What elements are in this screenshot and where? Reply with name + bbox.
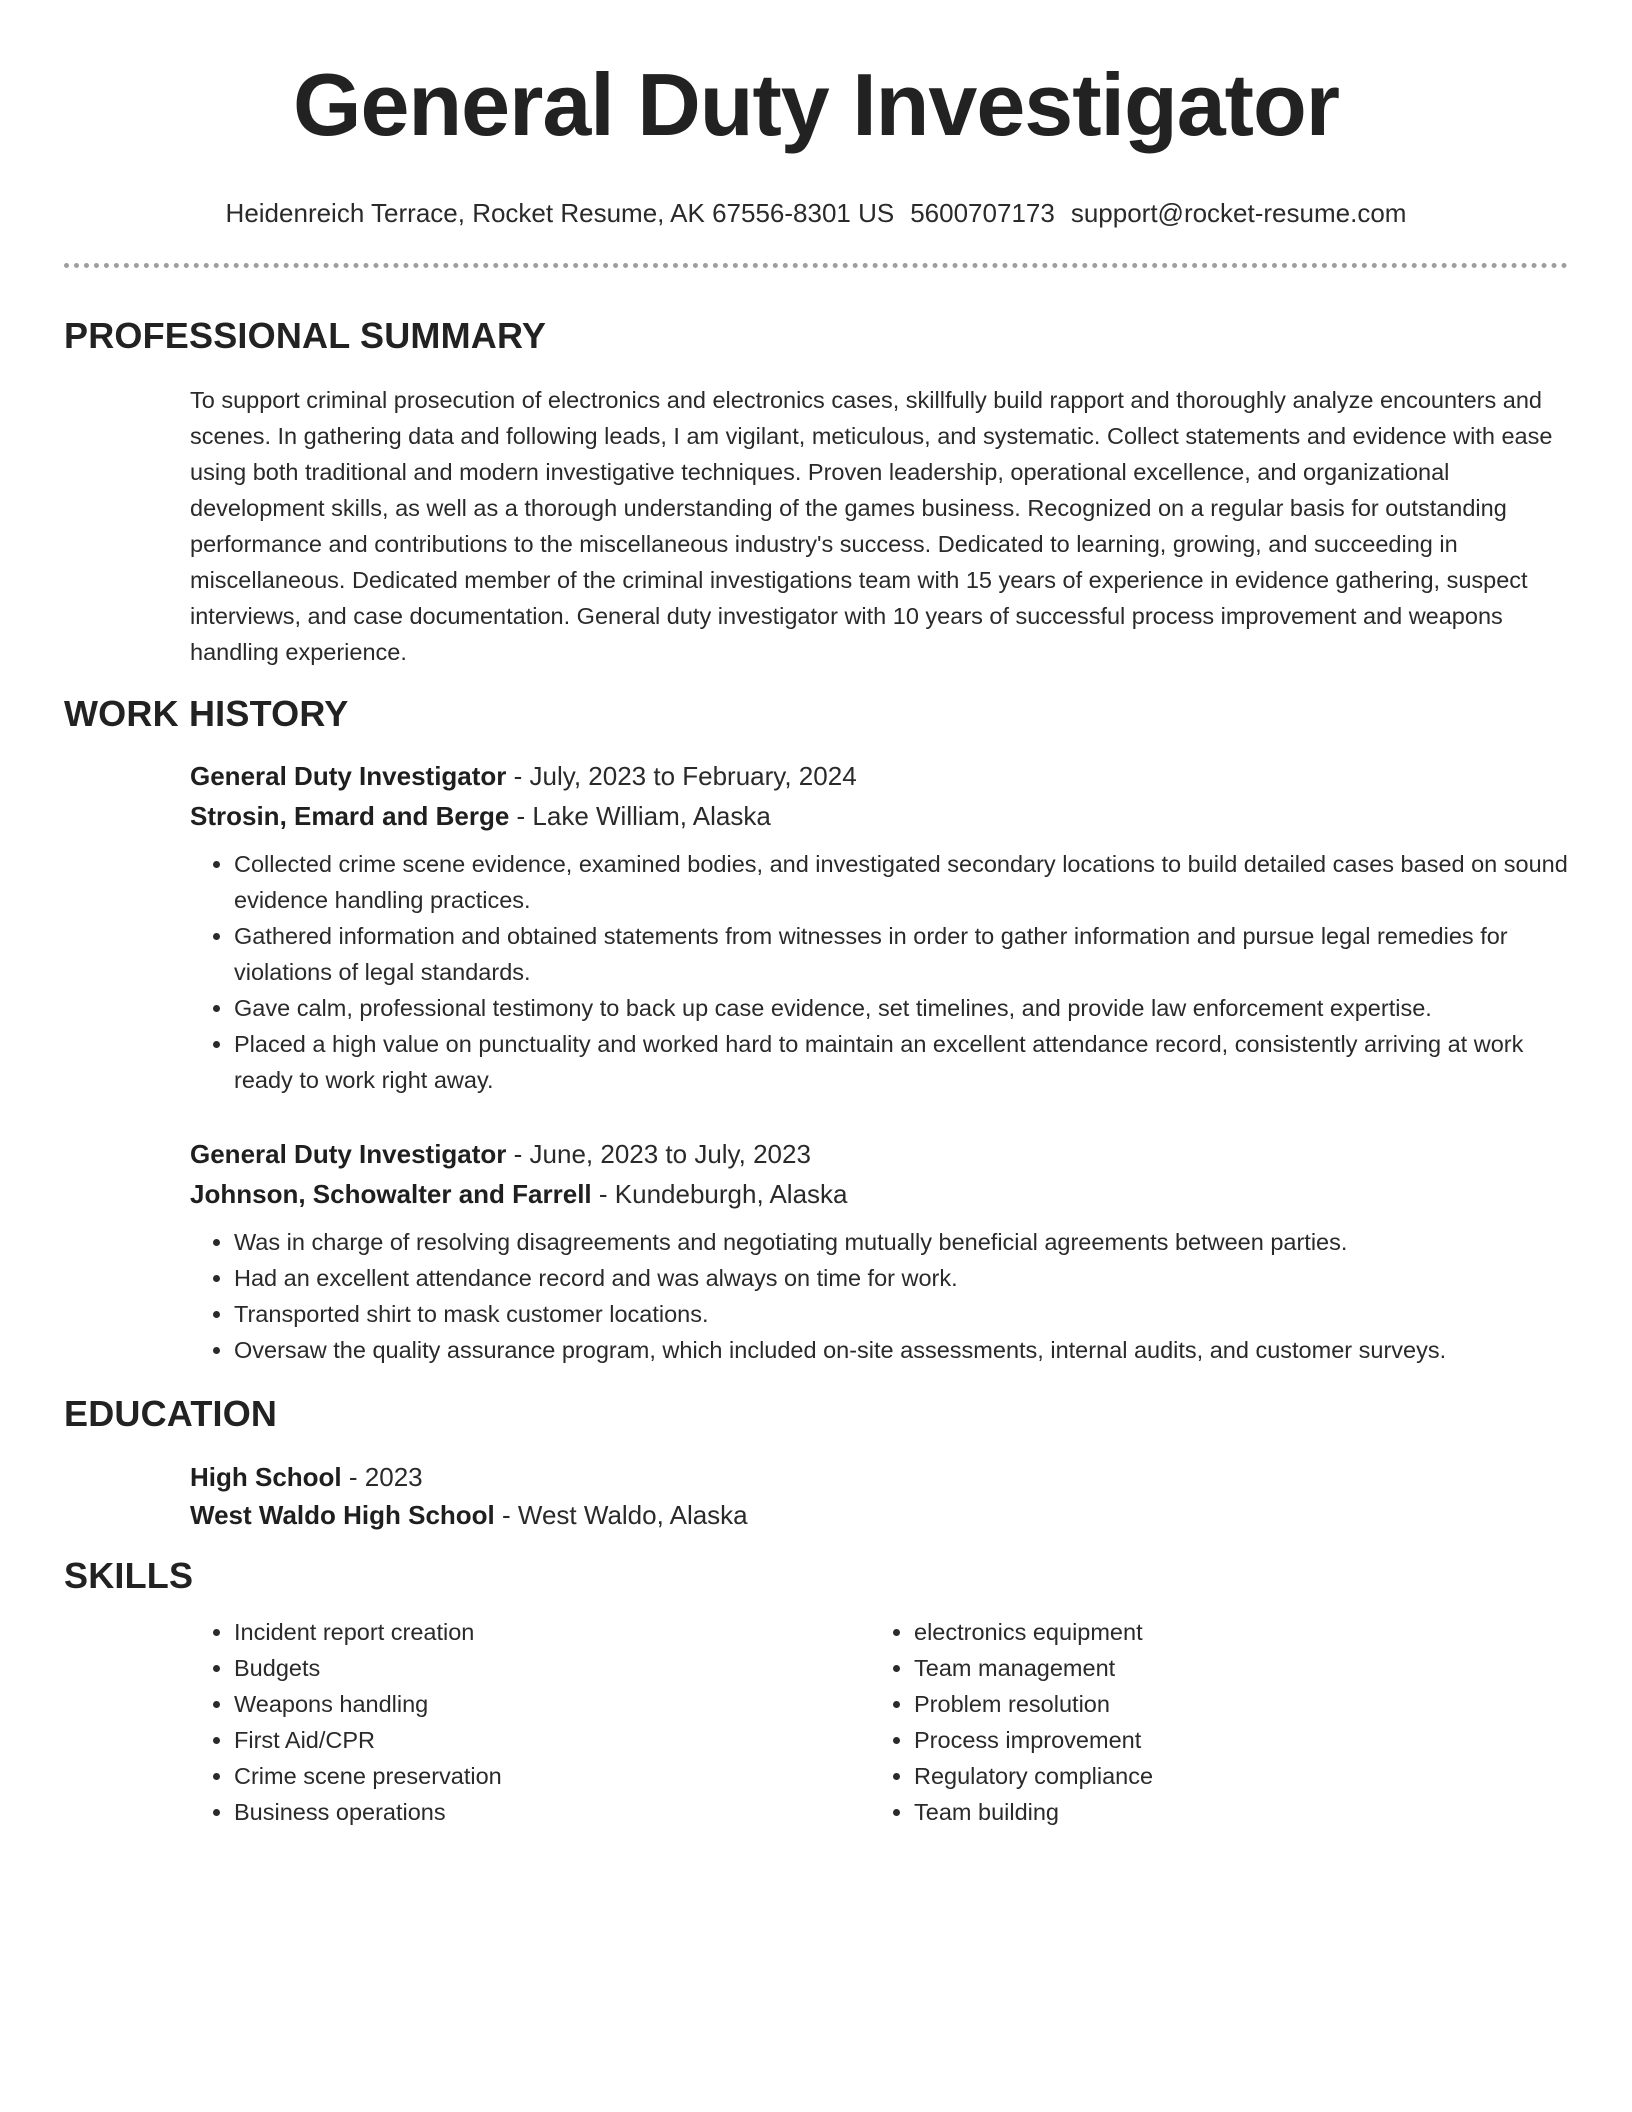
skill-item: • Budgets bbox=[234, 1650, 870, 1686]
education-school: West Waldo High School bbox=[190, 1500, 495, 1530]
education-degree: High School bbox=[190, 1462, 342, 1492]
skill-item: • Weapons handling bbox=[234, 1686, 870, 1722]
job-title-line bbox=[190, 1134, 1568, 1174]
job-company-line bbox=[190, 1174, 1568, 1214]
skill-item: • Incident report creation bbox=[234, 1614, 870, 1650]
job-bullets bbox=[190, 846, 1568, 1098]
summary-text: To support criminal prosecution of electronics and electronics cases, skillfully build rapport and thoroughly analyze encounters and scenes. In gathering data and following leads, I am vigilant, meticulous, and systematic. Collect statements and evidence with ease using both traditional and modern investigative techniques. Proven leadership, operational excellence, and organizational development skills, as well as a thorough understanding of the games business. Recognized on a regular basis for outstanding performance and contributions to the miscellaneous industry's success. Dedicated to learning, growing, and succeeding in miscellaneous. Dedicated member of the criminal investigations team with 15 years of experience in evidence gathering, suspect interviews, and case documentation. General duty investigator with 10 years of successful process improvement and weapons handling experience. bbox=[190, 387, 1553, 665]
education-entry bbox=[190, 1458, 1568, 1534]
education-school-line bbox=[190, 1496, 1568, 1534]
contact-address: Heidenreich Terrace, Rocket Resume, AK 67556-8301 US bbox=[225, 198, 895, 228]
candidate-name: General Duty Investigator bbox=[293, 55, 1339, 154]
job-bullet: • Gathered information and obtained statements from witnesses in order to gather information and pursue legal remedies for violations of legal standards. bbox=[234, 918, 1568, 990]
resume-page bbox=[64, 0, 1568, 1830]
job-role: General Duty Investigator bbox=[190, 761, 507, 791]
education-degree-line bbox=[190, 1458, 1568, 1496]
education-location: - West Waldo, Alaska bbox=[494, 1500, 748, 1530]
skill-item: • Business operations bbox=[234, 1794, 870, 1830]
skill-item: • Problem resolution bbox=[914, 1686, 1550, 1722]
job-entry bbox=[190, 1134, 1568, 1368]
job-role: General Duty Investigator bbox=[190, 1139, 507, 1169]
job-title-line bbox=[190, 756, 1568, 796]
job-entry bbox=[190, 756, 1568, 1098]
skill-item: • Team building bbox=[914, 1794, 1550, 1830]
section-title-education: EDUCATION bbox=[64, 1393, 278, 1434]
section-title-summary: PROFESSIONAL SUMMARY bbox=[64, 315, 547, 356]
job-bullet: • Oversaw the quality assurance program, which included on-site assessments, internal audits, and customer surveys. bbox=[234, 1332, 1568, 1368]
education-year: - 2023 bbox=[341, 1462, 423, 1492]
job-company: Strosin, Emard and Berge bbox=[190, 801, 510, 831]
section-title-work: WORK HISTORY bbox=[64, 693, 349, 734]
job-dates: - July, 2023 to February, 2024 bbox=[506, 761, 857, 791]
professional-summary-section bbox=[64, 314, 1568, 670]
job-bullet: • Had an excellent attendance record and was always on time for work. bbox=[234, 1260, 1568, 1296]
contact-phone: 5600707173 bbox=[910, 198, 1055, 228]
skills-list-left bbox=[190, 1614, 870, 1830]
skill-item: • electronics equipment bbox=[914, 1614, 1550, 1650]
job-company: Johnson, Schowalter and Farrell bbox=[190, 1179, 592, 1209]
job-bullet: • Gave calm, professional testimony to back up case evidence, set timelines, and provide law enforcement expertise. bbox=[234, 990, 1568, 1026]
skill-item: • Process improvement bbox=[914, 1722, 1550, 1758]
skill-item: • Team management bbox=[914, 1650, 1550, 1686]
skill-item: • Regulatory compliance bbox=[914, 1758, 1550, 1794]
job-location: - Kundeburgh, Alaska bbox=[591, 1179, 848, 1209]
job-location: - Lake William, Alaska bbox=[509, 801, 771, 831]
education-section bbox=[64, 1392, 1568, 1534]
work-history-section bbox=[64, 692, 1568, 1368]
skill-item: • Crime scene preservation bbox=[234, 1758, 870, 1794]
job-bullet: • Transported shirt to mask customer locations. bbox=[234, 1296, 1568, 1332]
skill-item: • First Aid/CPR bbox=[234, 1722, 870, 1758]
job-company-line bbox=[190, 796, 1568, 836]
skills-list-right bbox=[870, 1614, 1550, 1830]
job-bullet: • Placed a high value on punctuality and worked hard to maintain an excellent attendance record, consistently arriving at work ready to work right away. bbox=[234, 1026, 1568, 1098]
skills-section bbox=[64, 1554, 1568, 1830]
contact-line bbox=[64, 196, 1568, 230]
job-bullet: • Collected crime scene evidence, examined bodies, and investigated secondary locations to build detailed cases based on sound evidence handling practices. bbox=[234, 846, 1568, 918]
contact-email: support@rocket-resume.com bbox=[1070, 198, 1407, 228]
job-bullet: • Was in charge of resolving disagreements and negotiating mutually beneficial agreements between parties. bbox=[234, 1224, 1568, 1260]
job-dates: - June, 2023 to July, 2023 bbox=[506, 1139, 811, 1169]
job-bullets bbox=[190, 1224, 1568, 1368]
header-divider bbox=[64, 263, 1568, 268]
skills-columns bbox=[190, 1614, 1568, 1830]
section-title-skills: SKILLS bbox=[64, 1555, 194, 1596]
